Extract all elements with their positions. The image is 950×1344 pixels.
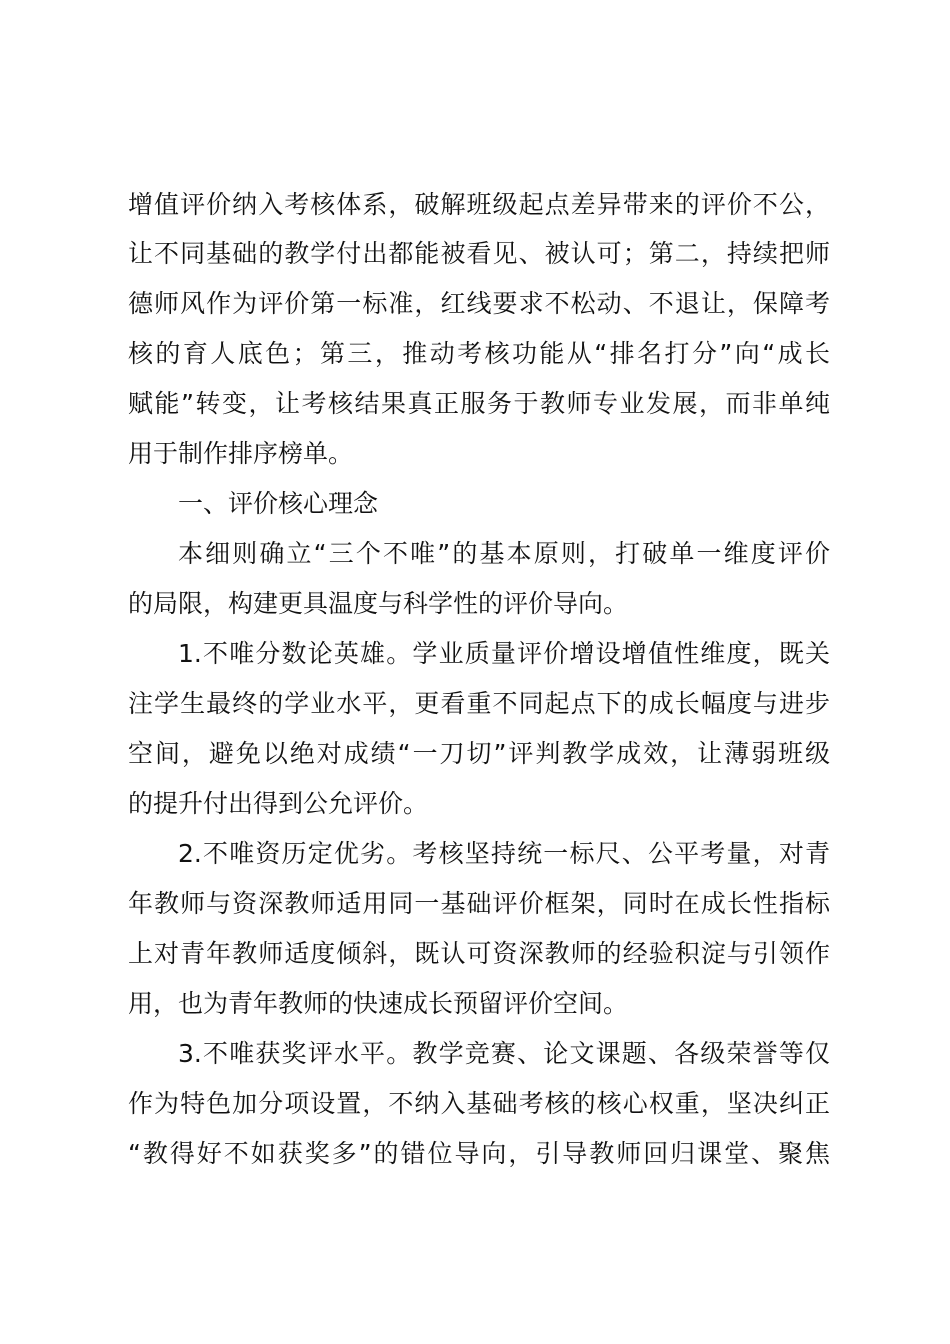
intro-line-4: 核的育人底色；第三，推动考核功能从“排名打分”向“成长	[128, 339, 830, 368]
intro-line-6: 用于制作排序榜单。	[128, 439, 354, 468]
item3-line-1: 3.不唯获奖评水平。教学竞赛、论文课题、各级荣誉等仅	[178, 1039, 830, 1068]
item2-line-3: 上对青年教师适度倾斜，既认可资深教师的经验积淀与引领作	[128, 939, 830, 968]
intro-line-5: 赋能”转变，让考核结果真正服务于教师专业发展，而非单纯	[128, 389, 830, 418]
intro-line-3: 德师风作为评价第一标准，红线要求不松动、不退让，保障考	[128, 289, 830, 318]
item2-line-2: 年教师与资深教师适用同一基础评价框架，同时在成长性指标	[128, 889, 830, 918]
item1-line-3: 空间，避免以绝对成绩“一刀切”评判教学成效，让薄弱班级	[128, 739, 830, 768]
item1-line-4: 的提升付出得到公允评价。	[128, 789, 429, 818]
item3-line-2: 作为特色加分项设置，不纳入基础考核的核心权重，坚决纠正	[128, 1089, 830, 1118]
item3-line-3: “教得好不如获奖多”的错位导向，引导教师回归课堂、聚焦	[128, 1139, 830, 1168]
item2-line-4: 用，也为青年教师的快速成长预留评价空间。	[128, 989, 629, 1018]
principle-line-2: 的局限，构建更具温度与科学性的评价导向。	[128, 589, 629, 618]
item2-line-1: 2.不唯资历定优劣。考核坚持统一标尺、公平考量，对青	[178, 839, 830, 868]
item1-line-2: 注学生最终的学业水平，更看重不同起点下的成长幅度与进步	[128, 689, 830, 718]
item1-line-1: 1.不唯分数论英雄。学业质量评价增设增值性维度，既关	[178, 639, 830, 668]
section-heading: 一、评价核心理念	[178, 489, 379, 518]
principle-line-1: 本细则确立“三个不唯”的基本原则，打破单一维度评价	[178, 539, 830, 568]
intro-line-2: 让不同基础的教学付出都能被看见、被认可；第二，持续把师	[128, 239, 830, 268]
intro-line-1: 增值评价纳入考核体系，破解班级起点差异带来的评价不公，	[128, 190, 830, 219]
